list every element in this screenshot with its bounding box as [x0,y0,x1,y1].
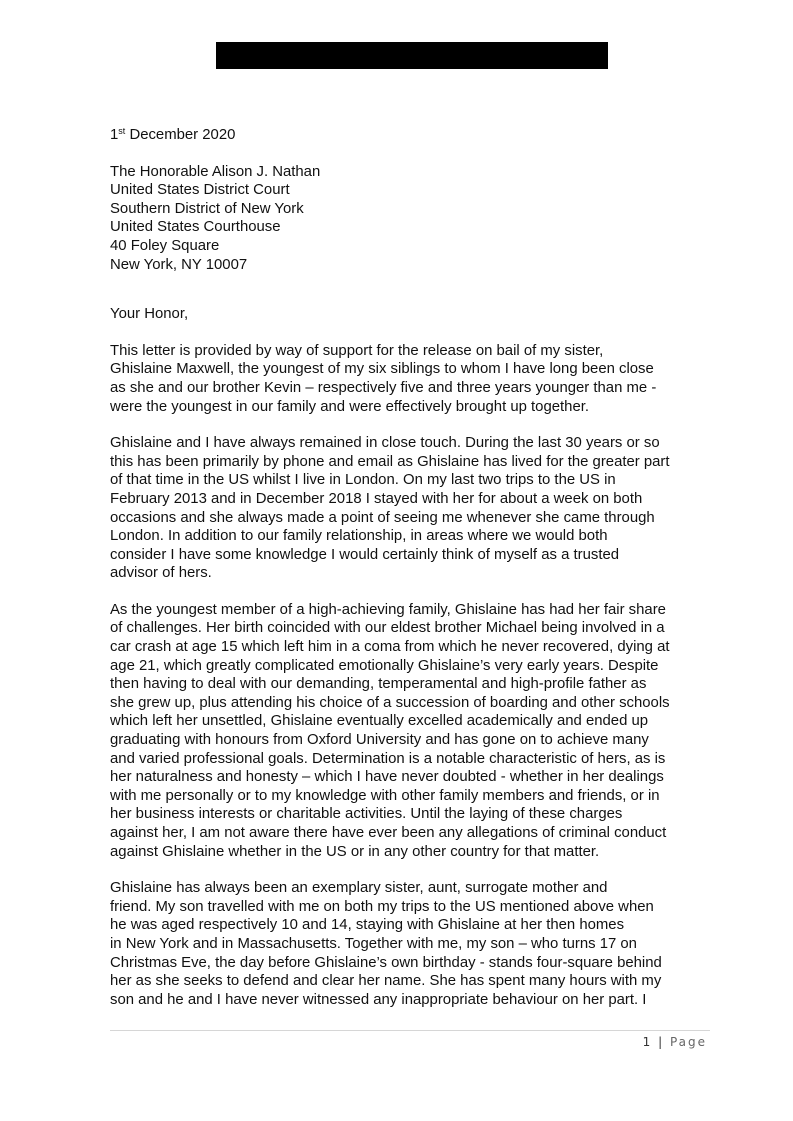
address-line: New York, NY 10007 [110,256,248,273]
text-line: car crash at age 15 which left him in a coma from which he never recovered, dying at [110,639,670,656]
text-line: consider I have some knowledge I would certainly think of myself as a trusted [110,546,620,563]
text-line: with me personally or to my knowledge with other family members and friends, or in [110,787,660,804]
text-line: Ghislaine and I have always remained in close touch. During the last 30 years or so [110,435,660,452]
text-line: in New York and in Massachusetts. Together with me, my son – who turns 17 on [110,935,637,952]
text-line: against Ghislaine whether in the US or in any other country for that matter. [110,843,600,860]
text-line: this has been primarily by phone and email as Ghislaine has lived for the greater part [110,453,670,470]
address-line: The Honorable Alison J. Nathan [110,163,321,180]
page-separator: | [658,1035,664,1049]
address-line: Southern District of New York [110,200,304,217]
text-line: she grew up, plus attending his choice of a succession of boarding and other schools [110,694,670,711]
paragraph-bail-support [110,342,710,416]
text-line: then having to deal with our demanding, temperamental and high-profile father as [110,676,647,693]
text-line: her as she seeks to defend and clear her name. She has spent many hours with my [110,973,662,990]
text-line: her business interests or charitable activities. Until the laying of these charges [110,806,623,823]
date-month-year: December 2020 [129,127,236,143]
address-line: 40 Foley Square [110,237,220,254]
text-line: London. In addition to our family relationship, in areas where we would both [110,528,608,545]
text-line: graduating with honours from Oxford University and has gone on to achieve many [110,732,649,749]
text-line: advisor of hers. [110,565,212,582]
paragraph-close-touch [110,434,710,583]
salutation: Your Honor, [110,306,189,323]
text-line: and varied professional goals. Determination is a notable characteristic of hers, as is [110,750,666,767]
page-footer [643,1035,707,1049]
text-line: as she and our brother Kevin – respectively five and three years younger than me - [110,379,657,396]
text-line: son and he and I have never witnessed any inappropriate behaviour on her part. I [110,991,647,1008]
text-line: of challenges. Her birth coincided with our eldest brother Michael being involved in a [110,620,665,637]
page-label: Page [669,1035,707,1049]
text-line: her naturalness and honesty – which I have never doubted - whether in her dealings [110,769,664,786]
letter-body [110,126,710,1009]
text-line: which left her unsettled, Ghislaine eventually excelled academically and ended up [110,713,649,730]
text-line: As the youngest member of a high-achieving family, Ghislaine has had her fair share [110,601,666,618]
paragraph-family-background [110,601,710,861]
text-line: Ghislaine Maxwell, the youngest of my six siblings to whom I have long been close [110,361,654,378]
address-line: United States Courthouse [110,219,281,236]
paragraph-exemplary-sister [110,879,710,1009]
address-line: United States District Court [110,182,290,199]
text-line: friend. My son travelled with me on both my trips to the US mentioned above when [110,898,654,915]
footer-divider [110,1030,710,1031]
text-line: occasions and she always made a point of seeing me whenever she came through [110,509,655,526]
text-line: he was aged respectively 10 and 14, staying with Ghislaine at her then homes [110,917,625,934]
text-line: This letter is provided by way of support for the release on bail of my sister, [110,342,604,359]
text-line: age 21, which greatly complicated emotionally Ghislaine’s very early years. Despite [110,657,659,674]
text-line: Ghislaine has always been an exemplary sister, aunt, surrogate mother and [110,880,608,897]
redaction-bar [216,42,608,69]
page-number: 1 [642,1035,652,1049]
text-line: Christmas Eve, the day before Ghislaine’s own birthday - stands four-square behind [110,954,662,971]
date-ordinal-suffix: st [118,126,126,136]
text-line: of that time in the US whilst I live in London. On my last two trips to the US in [110,472,616,489]
letter-date [110,126,710,145]
text-line: against her, I am not aware there have ever been any allegations of criminal conduct [110,825,667,841]
text-line: were the youngest in our family and were effectively brought up together. [110,398,589,415]
date-day: 1 [110,127,119,143]
text-line: February 2013 and in December 2018 I stayed with her for about a week on both [110,490,643,507]
recipient-address [110,163,710,275]
